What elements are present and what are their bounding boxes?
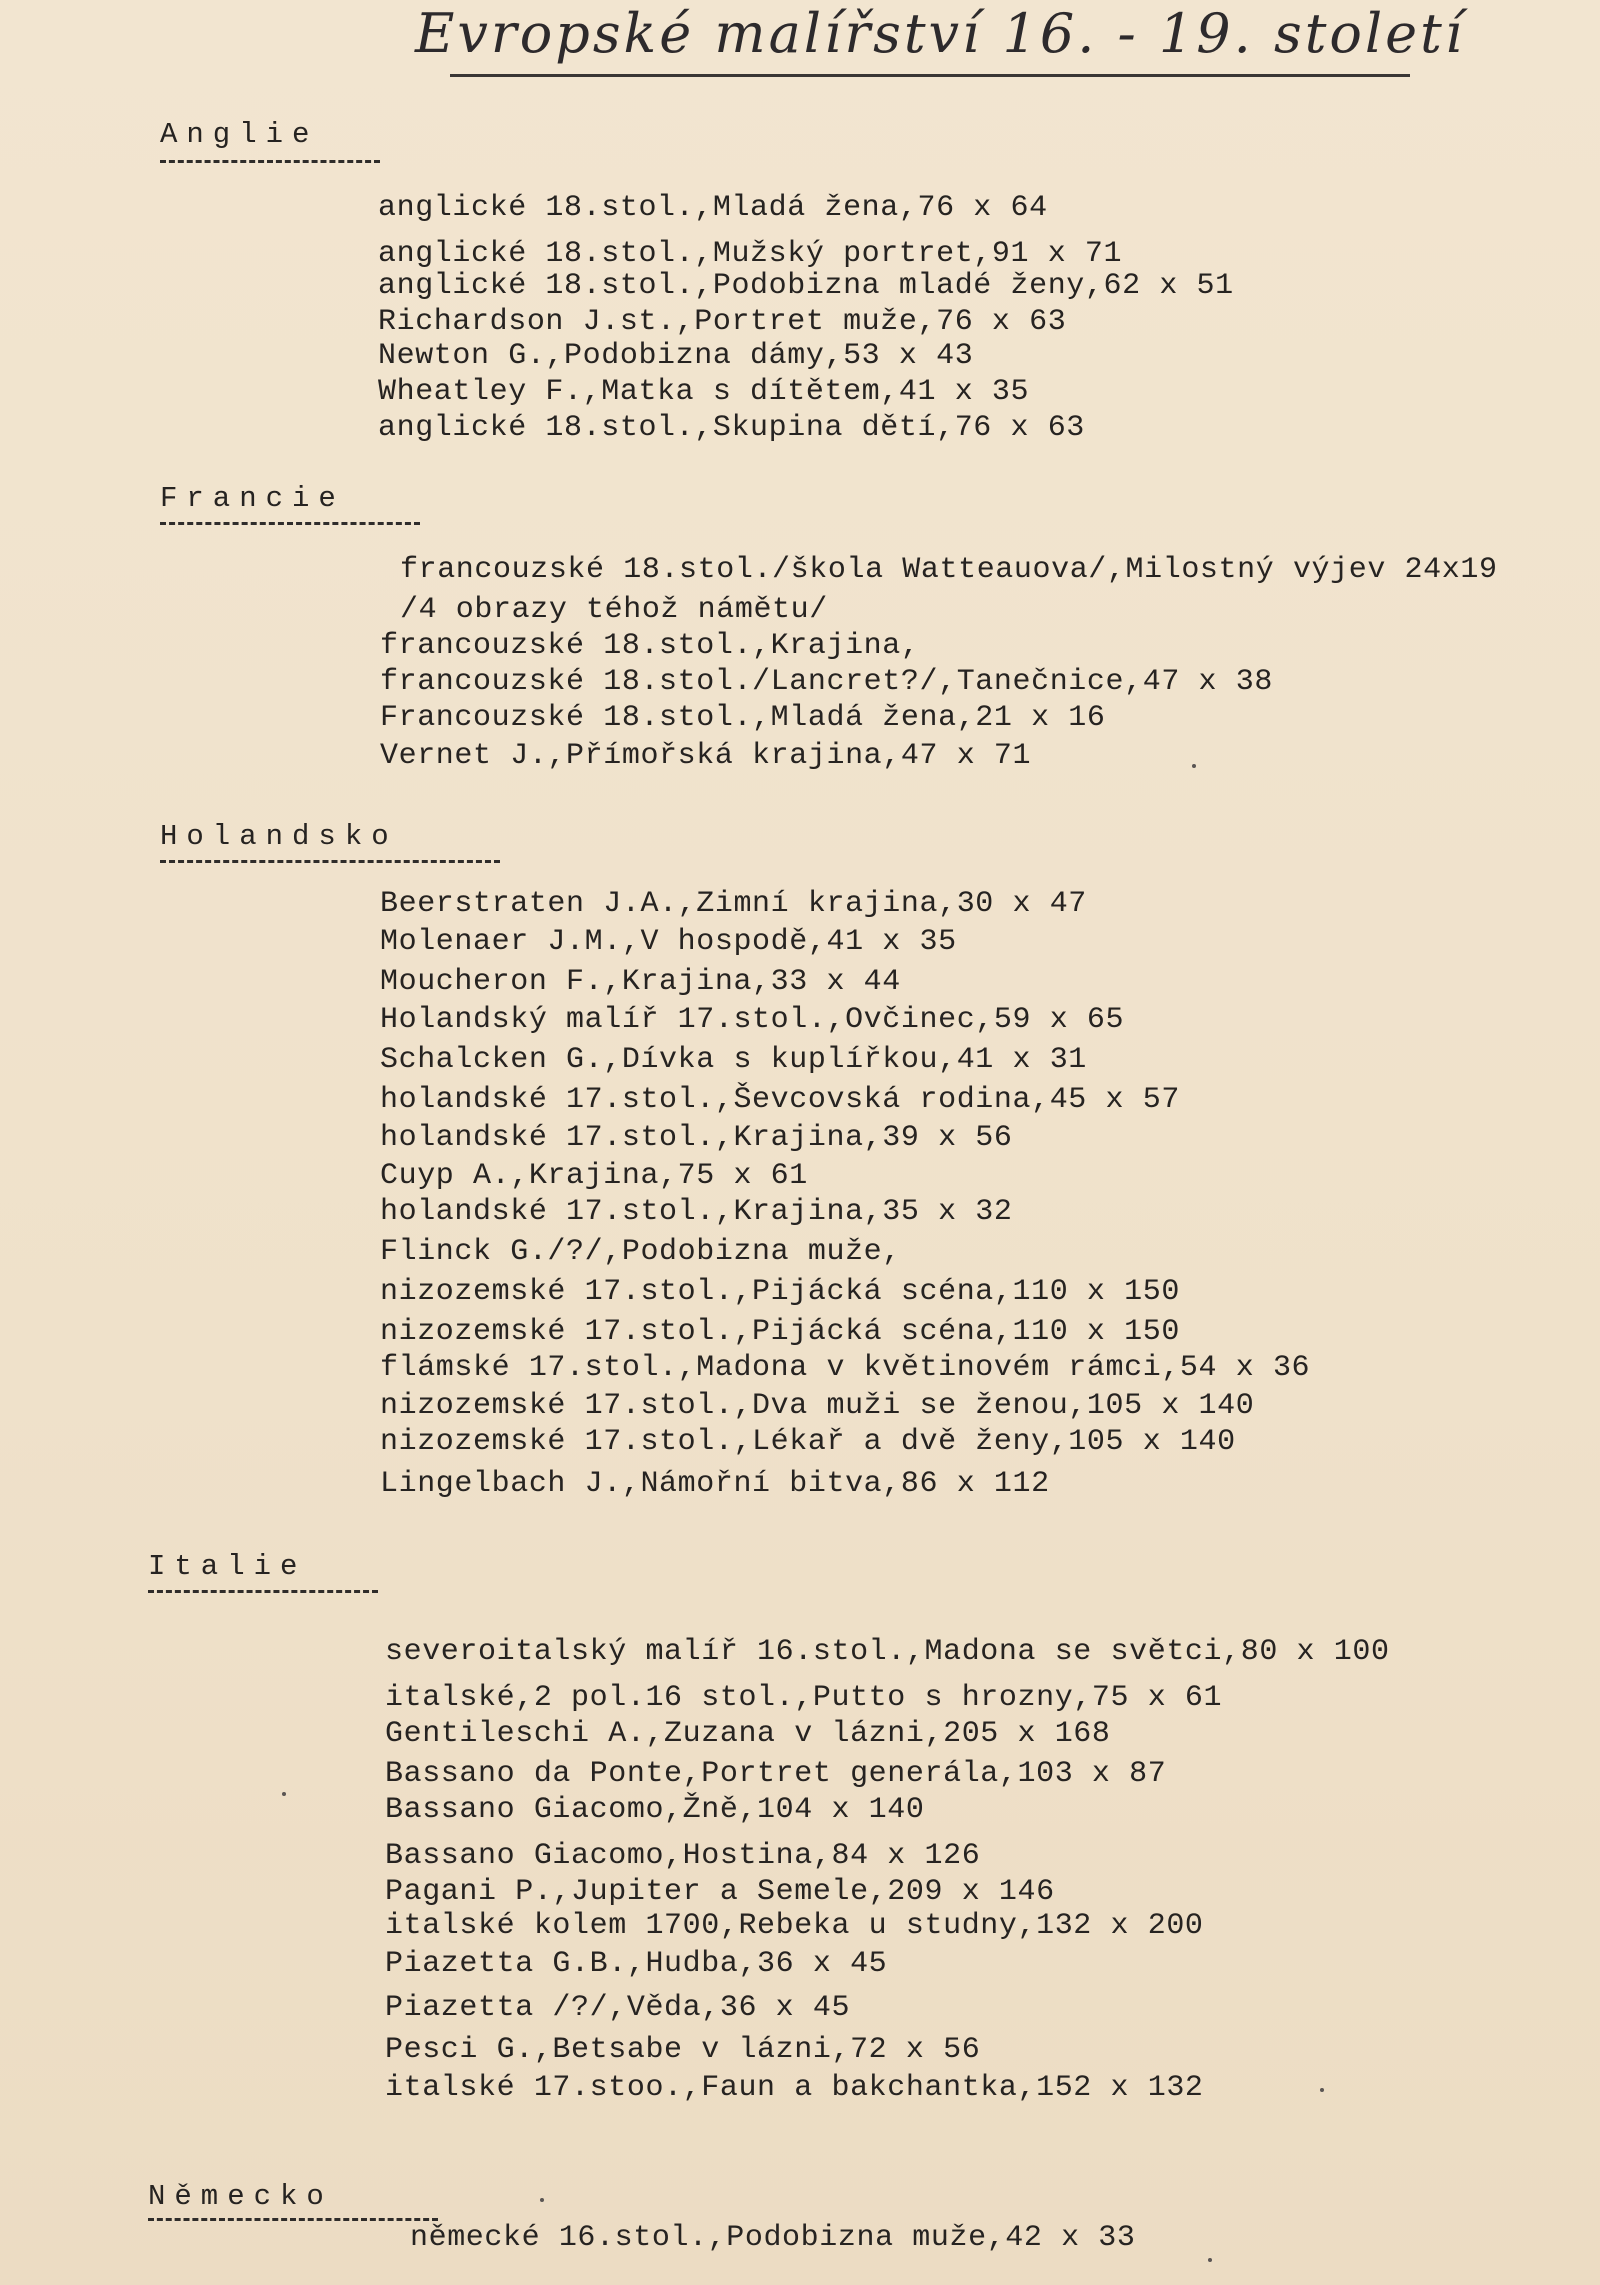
entry-holandsko-5: Schalcken G.,Dívka s kuplířkou,41 x 31 [380,1043,1087,1077]
entry-anglie-7: anglické 18.stol.,Skupina dětí,76 x 63 [378,411,1085,445]
entry-anglie-3: anglické 18.stol.,Podobizna mladé ženy,62 x 51 [378,269,1234,303]
heading-rule-anglie [160,160,380,163]
paper-speck [1320,2088,1324,2092]
entry-anglie-6: Wheatley F.,Matka s dítětem,41 x 35 [378,375,1030,409]
entry-italie-12: italské 17.stoo.,Faun a bakchantka,152 x 132 [385,2071,1204,2105]
entry-anglie-2: anglické 18.stol.,Mužský portret,91 x 71 [378,237,1123,271]
section-heading-anglie: Anglie [160,118,319,151]
heading-rule-italie [148,1590,378,1593]
entry-francie-3: francouzské 18.stol.,Krajina, [380,629,920,663]
entry-holandsko-12: nizozemské 17.stol.,Pijácká scéna,110 x 150 [380,1315,1180,1349]
heading-rule-holandsko [160,860,500,863]
entry-italie-9: Piazetta G.B.,Hudba,36 x 45 [385,1947,888,1981]
entry-francie-2: /4 obrazy téhož námětu/ [400,593,828,627]
entry-italie-7: Pagani P.,Jupiter a Semele,209 x 146 [385,1875,1055,1909]
heading-rule-nemecko [148,2218,438,2221]
entry-holandsko-11: nizozemské 17.stol.,Pijácká scéna,110 x 150 [380,1275,1180,1309]
entry-holandsko-1: Beerstraten J.A.,Zimní krajina,30 x 47 [380,887,1087,921]
paper-speck [1208,2258,1212,2262]
entry-francie-4: francouzské 18.stol./Lancret?/,Tanečnice,47 x 38 [380,665,1273,699]
section-heading-italie: Italie [148,1550,307,1583]
section-heading-francie: Francie [160,482,345,515]
title-underline [450,74,1410,77]
entry-italie-8: italské kolem 1700,Rebeka u studny,132 x 200 [385,1909,1204,1943]
entry-holandsko-10: Flinck G./?/,Podobizna muže, [380,1235,901,1269]
entry-holandsko-8: Cuyp A.,Krajina,75 x 61 [380,1159,808,1193]
entry-anglie-4: Richardson J.st.,Portret muže,76 x 63 [378,305,1067,339]
paper-speck [282,1792,286,1796]
entry-holandsko-3: Moucheron F.,Krajina,33 x 44 [380,965,901,999]
section-heading-holandsko: Holandsko [160,820,398,853]
entry-holandsko-4: Holandský malíř 17.stol.,Ovčinec,59 x 65 [380,1003,1125,1037]
paper-speck [1192,764,1196,768]
entry-holandsko-14: nizozemské 17.stol.,Dva muži se ženou,105 x 140 [380,1389,1255,1423]
entry-holandsko-7: holandské 17.stol.,Krajina,39 x 56 [380,1121,1013,1155]
entry-italie-2: italské,2 pol.16 stol.,Putto s hrozny,75 x 61 [385,1681,1223,1715]
entry-anglie-1: anglické 18.stol.,Mladá žena,76 x 64 [378,191,1048,225]
section-heading-nemecko: Německo [148,2180,333,2213]
entry-italie-1: severoitalský malíř 16.stol.,Madona se světci,80 x 100 [385,1635,1390,1669]
entry-holandsko-13: flámské 17.stol.,Madona v květinovém rámci,54 x 36 [380,1351,1311,1385]
entry-holandsko-15: nizozemské 17.stol.,Lékař a dvě ženy,105 x 140 [380,1425,1236,1459]
entry-holandsko-16: Lingelbach J.,Námořní bitva,86 x 112 [380,1467,1050,1501]
entry-nemecko-1: německé 16.stol.,Podobizna muže,42 x 33 [410,2221,1136,2255]
handwritten-title: Evropské malířství 16. - 19. století [415,2,1466,65]
entry-italie-10: Piazetta /?/,Věda,36 x 45 [385,1991,851,2025]
entry-holandsko-9: holandské 17.stol.,Krajina,35 x 32 [380,1195,1013,1229]
entry-italie-6: Bassano Giacomo,Hostina,84 x 126 [385,1839,981,1873]
entry-italie-11: Pesci G.,Betsabe v lázni,72 x 56 [385,2033,981,2067]
entry-italie-5: Bassano Giacomo,Žně,104 x 140 [385,1793,925,1827]
entry-francie-6: Vernet J.,Přímořská krajina,47 x 71 [380,739,1032,773]
entry-italie-4: Bassano da Ponte,Portret generála,103 x 87 [385,1757,1167,1791]
entry-francie-5: Francouzské 18.stol.,Mladá žena,21 x 16 [380,701,1106,735]
entry-holandsko-2: Molenaer J.M.,V hospodě,41 x 35 [380,925,957,959]
paper-speck [540,2198,544,2202]
heading-rule-francie [160,522,420,525]
entry-italie-3: Gentileschi A.,Zuzana v lázni,205 x 168 [385,1717,1111,1751]
entry-holandsko-6: holandské 17.stol.,Ševcovská rodina,45 x 57 [380,1083,1180,1117]
entry-anglie-5: Newton G.,Podobizna dámy,53 x 43 [378,339,974,373]
entry-francie-1: francouzské 18.stol./škola Watteauova/,Milostný výjev 24x19 [400,553,1498,587]
